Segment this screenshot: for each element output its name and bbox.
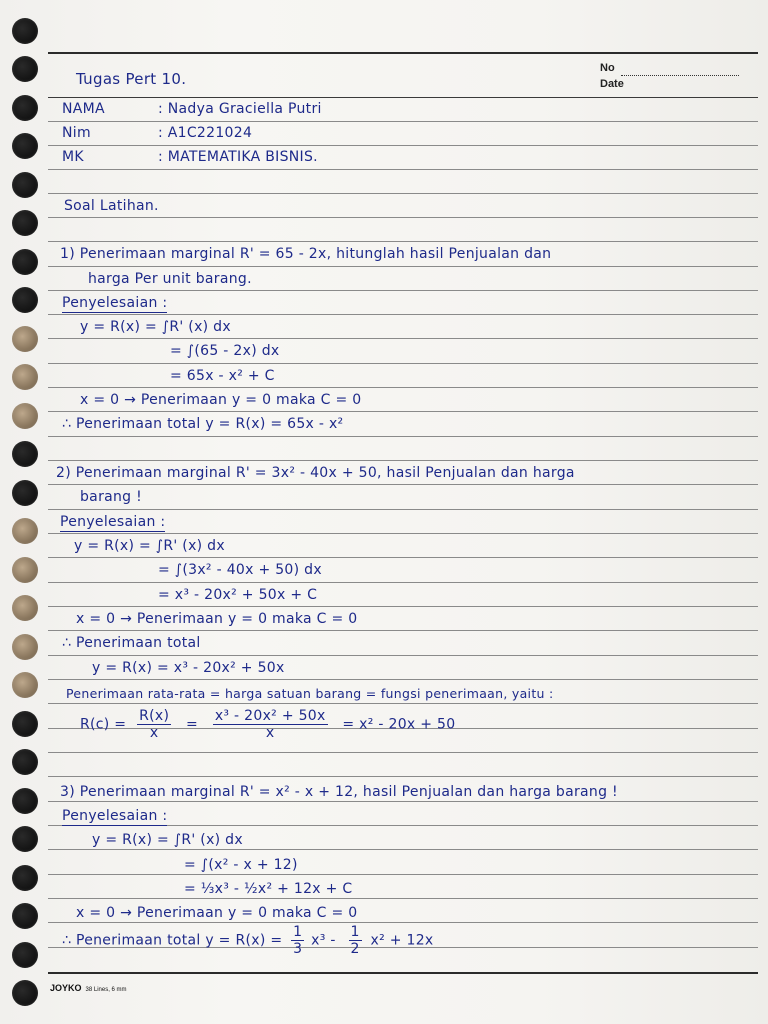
rule-line — [48, 217, 758, 218]
q2-step5: ∴ Penerimaan total — [62, 635, 201, 651]
rule-line — [48, 145, 758, 146]
rule-line — [48, 484, 758, 485]
rule-line — [48, 752, 758, 753]
hole — [12, 210, 38, 236]
q2-fraction1: $\frac{R(x)}{x}$ — [139, 708, 170, 741]
rule-line — [48, 849, 758, 850]
info-value-name: : Nadya Graciella Putri — [158, 101, 322, 117]
rule-line — [48, 169, 758, 170]
rule-line — [48, 411, 758, 412]
q3-line1: 3) Penerimaan marginal R' = x² - x + 12, hasil Penjualan dan harga barang ! — [60, 784, 618, 800]
q1-step3: = 65x - x² + C — [170, 368, 275, 384]
section-title: Soal Latihan. — [64, 198, 159, 214]
hole — [12, 865, 38, 891]
rule-line — [48, 606, 758, 607]
rule-line — [48, 679, 758, 680]
rule-line — [48, 338, 758, 339]
rule-line — [48, 874, 758, 875]
rule-line — [48, 630, 758, 631]
rule-line — [48, 121, 758, 122]
q1-line2: harga Per unit barang. — [88, 271, 252, 287]
rule-line — [48, 97, 758, 98]
rule-line — [48, 193, 758, 194]
q1-step2: = ∫(65 - 2x) dx — [170, 343, 280, 359]
q2-step6: y = R(x) = x³ - 20x² + 50x — [92, 660, 285, 676]
hole — [12, 557, 38, 583]
rule-line — [48, 460, 758, 461]
rule-line — [48, 776, 758, 777]
q2-equals: = — [186, 716, 199, 733]
q2-line2: barang ! — [80, 489, 143, 505]
q3-solution-label: Penyelesaian : — [62, 808, 168, 824]
q3-step5: ∴ Penerimaan total y = R(x) = $\frac{1}{3}$ x³ - $\frac{1}{2}$ x² + 12x — [62, 924, 434, 957]
q2-rc-rhs: = x² - 20x + 50 — [342, 716, 456, 733]
q1-line1: 1) Penerimaan marginal R' = 65 - 2x, hitunglah hasil Penjualan dan — [60, 246, 552, 262]
rule-line — [48, 52, 758, 54]
hole — [12, 326, 38, 352]
rule-line — [48, 314, 758, 315]
rule-line — [48, 363, 758, 364]
q3-step4: x = 0 → Penerimaan y = 0 maka C = 0 — [76, 905, 358, 921]
rule-line — [48, 655, 758, 656]
info-value-nim: : A1C221024 — [158, 125, 253, 141]
hole — [12, 364, 38, 390]
binding-holes — [12, 18, 40, 1008]
q1-solution-label: Penyelesaian : — [62, 295, 168, 311]
hole — [12, 903, 38, 929]
q1-step1: y = R(x) = ∫R' (x) dx — [80, 319, 231, 335]
hole — [12, 95, 38, 121]
q1-step5: ∴ Penerimaan total y = R(x) = 65x - x² — [62, 416, 344, 432]
no-date-box — [600, 60, 739, 92]
date-label: Date — [600, 78, 624, 90]
hole — [12, 287, 38, 313]
rule-line — [48, 922, 758, 923]
hole — [12, 133, 38, 159]
rule-line — [48, 266, 758, 267]
hole — [12, 826, 38, 852]
rule-line — [48, 290, 758, 291]
hole — [12, 56, 38, 82]
hole — [12, 942, 38, 968]
rule-line — [48, 387, 758, 388]
rule-line — [48, 241, 758, 242]
no-label: No — [600, 62, 615, 74]
brand-lines: 38 Lines, 6 mm — [85, 987, 127, 993]
q3-step1: y = R(x) = ∫R' (x) dx — [92, 832, 243, 848]
q3-step3: = ⅓x³ - ½x² + 12x + C — [184, 881, 353, 897]
hole — [12, 595, 38, 621]
info-label-mk: MK — [62, 149, 84, 165]
q2-fraction2: $\frac{\text{x³ - 20x² + 50x}}{x}$ — [214, 708, 326, 741]
q2-step1: y = R(x) = ∫R' (x) dx — [74, 538, 225, 554]
page-title: Tugas Pert 10. — [76, 70, 187, 88]
rule-line — [48, 509, 758, 510]
rule-line — [48, 703, 758, 704]
info-value-mk: : MATEMATIKA BISNIS. — [158, 149, 318, 165]
q2-step3: = x³ - 20x² + 50x + C — [158, 587, 318, 603]
rule-line — [48, 533, 758, 534]
q1-step4: x = 0 → Penerimaan y = 0 maka C = 0 — [80, 392, 362, 408]
q2-line1: 2) Penerimaan marginal R' = 3x² - 40x + 50, hasil Penjualan dan harga — [56, 465, 575, 481]
hole — [12, 788, 38, 814]
rule-line — [48, 898, 758, 899]
hole — [12, 634, 38, 660]
hole — [12, 18, 38, 44]
hole — [12, 711, 38, 737]
q2-rc-lhs: R(c) = — [80, 716, 127, 733]
rule-line — [48, 582, 758, 583]
hole — [12, 172, 38, 198]
q3-fraction-half: $\frac{1}{2}$ — [350, 924, 360, 957]
hole — [12, 403, 38, 429]
rule-line — [48, 972, 758, 974]
info-label-name: NAMA — [62, 101, 105, 117]
hole — [12, 980, 38, 1006]
hole — [12, 249, 38, 275]
hole — [12, 672, 38, 698]
q3-fraction-third: $\frac{1}{3}$ — [293, 924, 303, 957]
q3-step2: = ∫(x² - x + 12) — [184, 857, 298, 873]
q2-step4: x = 0 → Penerimaan y = 0 maka C = 0 — [76, 611, 358, 627]
q2-step7: Penerimaan rata-rata = harga satuan barang = fungsi penerimaan, yaitu : — [66, 686, 554, 701]
rule-line — [48, 436, 758, 437]
hole — [12, 441, 38, 467]
q2-solution-label: Penyelesaian : — [60, 514, 166, 530]
rule-line — [48, 557, 758, 558]
rule-line — [48, 801, 758, 802]
notebook-brand — [50, 983, 127, 993]
hole — [12, 518, 38, 544]
q2-step2: = ∫(3x² - 40x + 50) dx — [158, 562, 322, 578]
info-label-nim: Nim — [62, 125, 91, 141]
q2-step8 — [80, 708, 455, 741]
hole — [12, 480, 38, 506]
hole — [12, 749, 38, 775]
brand-name: JOYKO — [50, 983, 82, 993]
